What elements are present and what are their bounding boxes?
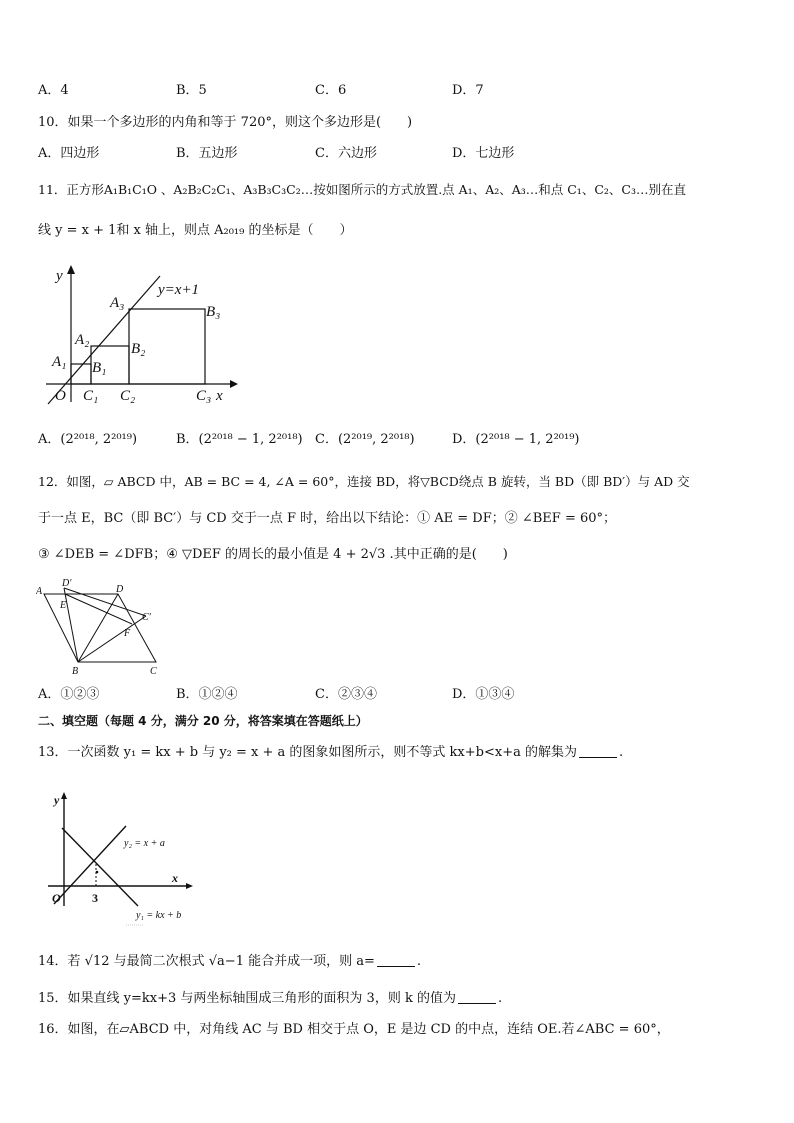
q12-option-b: B．①②④ (176, 687, 238, 702)
q12-segment-bc1 (78, 616, 146, 662)
q12-option-a: A．①②③ (38, 687, 100, 702)
q10-option-d: D．七边形 (452, 146, 515, 161)
q13-x-arrow-icon (186, 883, 193, 889)
q12-stem-line2: 于一点 E，BC（即 BC′）与 CD 交于一点 F 时，给出以下结论：① AE = DF；② ∠BEF = 60°； (38, 511, 617, 526)
q13-label-three: 3 (92, 891, 98, 905)
q11-stem-line1: 11．正方形A₁B₁C₁O 、A₂B₂C₂C₁、A₃B₃C₃C₂…按如图所示的方式放置.点 A₁、A₂、A₃…和点 C₁、C₂、C₃…别在直 (38, 182, 686, 197)
q13-label-y2: y₂ = x + a (124, 838, 165, 849)
q11-label-c1: C₁ (83, 388, 99, 404)
q11-option-b: B．(2²⁰¹⁸ − 1, 2²⁰¹⁸) (176, 432, 303, 447)
q13-label-y: y (54, 793, 60, 807)
q11-label-line: y=x+1 (158, 282, 200, 298)
q10-option-c: C．六边形 (315, 146, 377, 161)
q9-option-a: A．4 (38, 83, 69, 98)
q9-option-b: B．5 (176, 83, 207, 98)
q13-label-o: O (52, 891, 61, 905)
q12-label-a: A (36, 586, 43, 597)
q15-answer-blank[interactable] (458, 989, 496, 1004)
q11-label-a1: A₁ (52, 354, 67, 370)
q11-label-c3: C₃ (196, 388, 212, 404)
q12-figure (36, 576, 168, 678)
q11-label-a2: A₂ (75, 332, 90, 348)
q12-stem-line1: 12．如图，▱ ABCD 中，AB = BC = 4, ∠A = 60°，连接 BD，将▽BCD绕点 B 旋转，当 BD（即 BD′）与 AD 交 (38, 474, 690, 489)
q12-label-e: E (60, 600, 67, 611)
q11-label-o: O (55, 388, 66, 404)
q10-option-a: A．四边形 (38, 146, 100, 161)
q15-stem (38, 989, 502, 1009)
q12-option-c: C．②③④ (315, 687, 377, 702)
q12-stem-line3: ③ ∠DEB = ∠DFB；④ ▽DEF 的周长的最小值是 4 + 2√3 .其中正确的是( ) (38, 547, 508, 562)
q12-label-c: C (150, 666, 157, 677)
q14-stem-end: . (416, 954, 422, 969)
q9-option-d: D．7 (452, 83, 484, 98)
q12-label-f: F (124, 628, 131, 639)
q11-label-c2: C₂ (120, 388, 136, 404)
q12-label-d: D (116, 584, 124, 595)
q11-stem-line2: 线 y = x + 1和 x 轴上，则点 A₂₀₁₉ 的坐标是（ ） (38, 223, 353, 238)
q14-stem (38, 952, 421, 972)
q12-label-d1: D′ (62, 578, 72, 589)
section-heading-fill-in: 二、填空题（每题 4 分，满分 20 分，将答案填在答题纸上） (38, 714, 368, 728)
q11-option-c: C．(2²⁰¹⁹, 2²⁰¹⁸) (315, 432, 415, 447)
q13-y-arrow-icon (61, 792, 67, 799)
q12-label-b: B (72, 666, 79, 677)
q15-stem-text: 15．如果直线 y=kx+3 与两坐标轴围成三角形的面积为 3，则 k 的值为 (38, 991, 456, 1006)
q11-label-b3: B₃ (206, 304, 221, 320)
q14-answer-blank[interactable] (377, 952, 415, 967)
q12-segment-ef (65, 594, 132, 624)
q15-stem-end: . (497, 991, 503, 1006)
q13-stem-text: 13．一次函数 y₁ = kx + b 与 y₂ = x + a 的图象如图所示，则不等式 kx+b<x+a 的解集为 (38, 745, 577, 760)
q9-option-c: C．6 (315, 83, 347, 98)
q10-option-b: B．五边形 (176, 146, 238, 161)
q13-answer-blank[interactable] (579, 743, 617, 758)
q11-y-arrow-icon (67, 265, 75, 274)
q11-label-b2: B₂ (131, 341, 146, 357)
q13-label-y1: y₁ = kx + b (136, 910, 182, 921)
q13-intersection-point (96, 871, 99, 874)
q10-stem: 10．如果一个多边形的内角和等于 720°，则这个多边形是( ) (38, 115, 413, 130)
q11-option-d: D．(2²⁰¹⁸ − 1, 2²⁰¹⁹) (452, 432, 580, 447)
q13-stem (38, 743, 623, 763)
q13-line-y2 (54, 826, 126, 904)
q13-label-x: x (172, 871, 178, 885)
q11-figure (40, 262, 240, 410)
q11-label-x: x (216, 388, 223, 404)
q16-stem: 16．如图，在▱ABCD 中，对角线 AC 与 BD 相交于点 O，E 是边 CD 的中点，连结 OE.若∠ABC = 60°， (38, 1022, 670, 1037)
q11-option-a: A．(2²⁰¹⁸, 2²⁰¹⁹) (38, 432, 138, 447)
q12-option-d: D．①③④ (452, 687, 515, 702)
q14-stem-text: 14．若 √12 与最简二次根式 √a−1 能合并成一项，则 a= (38, 954, 375, 969)
q12-label-c1: C′ (142, 612, 151, 623)
q11-label-b1: B₁ (92, 360, 107, 376)
q13-stem-end: . (618, 745, 624, 760)
q11-line-y-x-plus-1 (48, 276, 160, 404)
q11-label-a3: A₃ (110, 295, 125, 311)
q13-figure (44, 788, 210, 930)
q11-label-y: y (56, 268, 63, 284)
q11-x-arrow-icon (230, 380, 238, 388)
